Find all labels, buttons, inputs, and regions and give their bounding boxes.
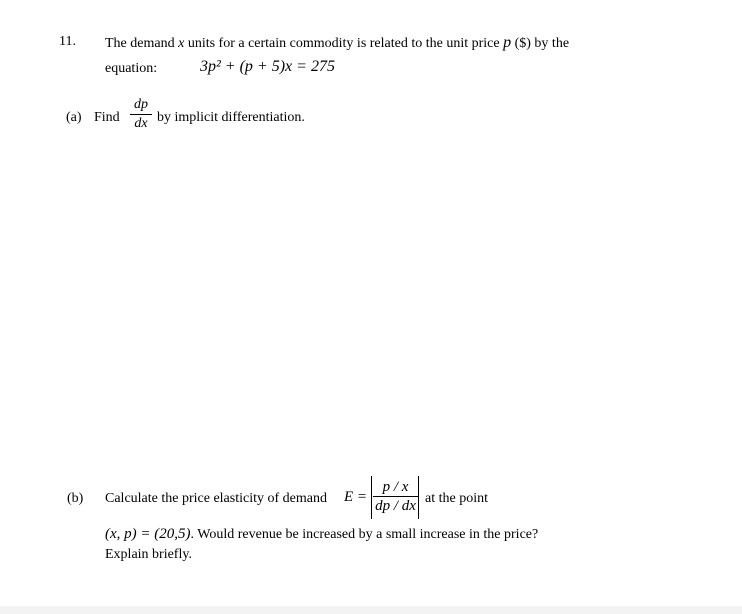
part-b-text-4: Explain briefly. [105, 547, 192, 562]
abs-bar-right [418, 476, 419, 519]
elasticity-numerator: p / x [382, 479, 409, 495]
part-b-text-2: at the point [425, 491, 488, 506]
variable-p: p [503, 34, 512, 51]
equation-label: equation: [105, 61, 158, 76]
elasticity-fraction [373, 479, 418, 514]
part-b-text-3: . Would revenue be increased by a small increase in the price? [190, 527, 539, 542]
demand-equation: 3p² + (p + 5)x = 275 [200, 58, 335, 75]
intro-text-1: The demand [105, 36, 175, 51]
intro-text-3: ($) by the [514, 36, 570, 51]
elasticity-symbol: E = [344, 489, 368, 505]
part-b-label: (b) [67, 491, 84, 506]
part-a-find: Find [94, 110, 120, 125]
intro-text-2: units for a certain commodity is related to the unit price [187, 36, 500, 51]
question-number: 11. [59, 34, 76, 49]
question-intro [105, 34, 569, 52]
part-b-line-2 [105, 526, 538, 543]
abs-bar-left [371, 476, 372, 519]
part-a-frac-bar [130, 114, 152, 115]
part-b-text-1: Calculate the price elasticity of demand [105, 491, 327, 506]
elasticity-denominator: dp / dx [375, 498, 416, 514]
part-a-derivative [130, 97, 152, 132]
part-a-frac-numerator: dp [134, 97, 148, 112]
page-bottom-shade [0, 606, 742, 614]
point-coordinates: (x, p) = (20,5) [105, 526, 191, 542]
part-a-frac-denominator: dx [134, 116, 148, 131]
part-a-rest: by implicit differentiation. [157, 110, 305, 125]
elasticity-frac-bar [373, 496, 418, 497]
part-a-label: (a) [66, 110, 82, 125]
variable-x: x [178, 36, 185, 51]
